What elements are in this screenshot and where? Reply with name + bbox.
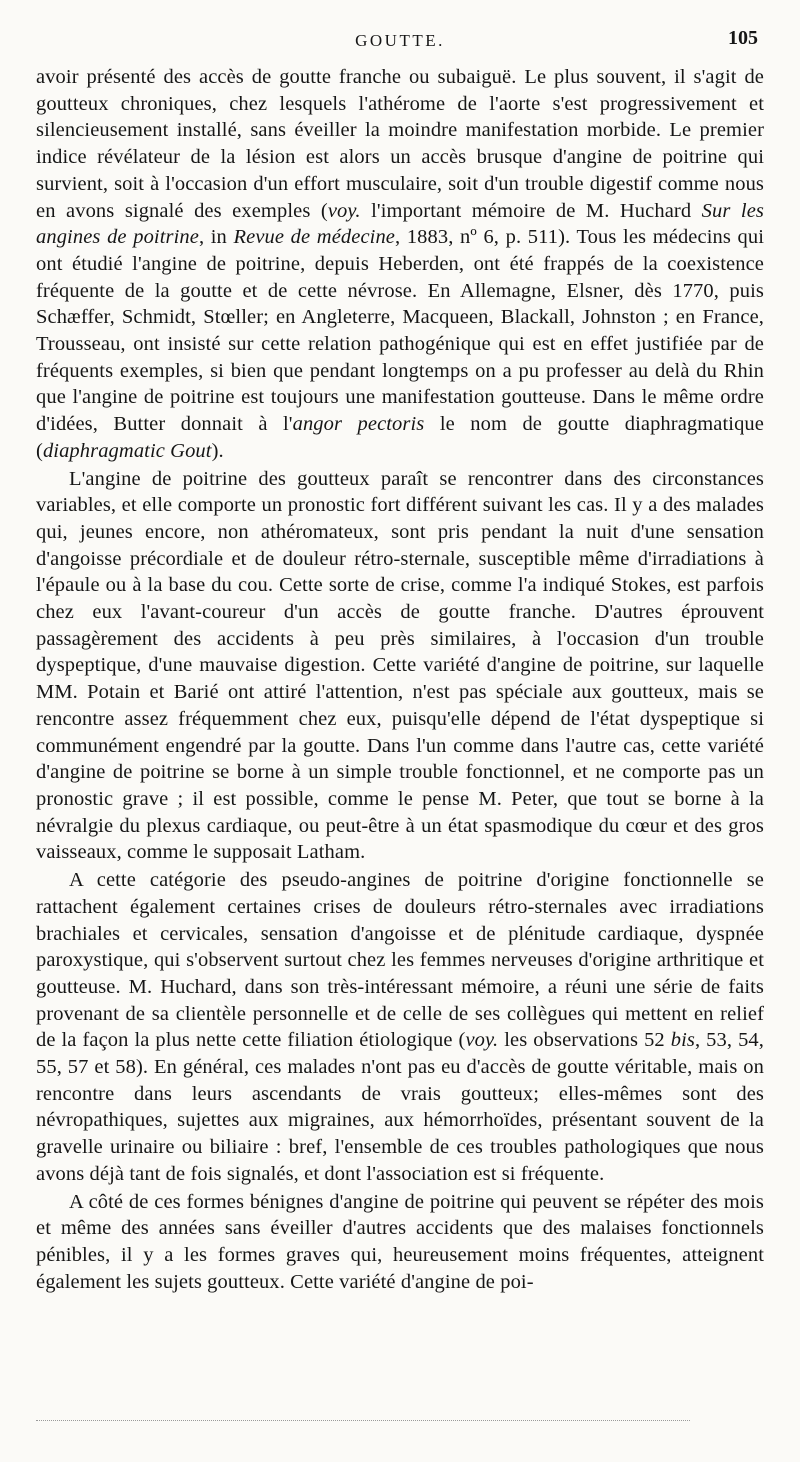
- running-title: GOUTTE.: [355, 31, 445, 50]
- body-text: [36, 64, 764, 1295]
- paragraph: [36, 1189, 764, 1296]
- text-run: le nom de goutte diaphragmatique (: [36, 413, 764, 462]
- paragraph: [36, 867, 764, 1187]
- text-run: A cette catégorie des pseudo-angines de poitrine d'origine fonctionnelle se rattachent également certaines crises de douleurs rétro-sternales avec irradiations brachiales et cervicales, sensation d'angoisse et de plénitude cardiaque, dyspnée paroxystique, qui s'observent surtout chez les femmes nerveuses d'origine arthritique et goutteuse. M. Huchard, dans son très-intéressant mémoire, a réuni une série de faits provenant de sa clientèle personnelle et de celle de ses collègues qui mettent en relief de la façon la plus nette cette filiation étiologique (: [36, 869, 764, 1052]
- text-run: , in: [198, 226, 234, 249]
- text-run: ).: [211, 439, 224, 462]
- text-run: A côté de ces formes bénignes d'angine de poitrine qui peuvent se répéter des mois et même des années sans éveiller d'autres accidents que des malaises fonctionnels pénibles, il y a les formes graves qui, heureusement moins fréquentes, atteignent également les sujets goutteux. Cette variété d'angine de poi-: [36, 1190, 764, 1293]
- italic-text: diaphragmatic Gout: [42, 439, 212, 462]
- text-run: , 53, 54, 55, 57 et 58). En général, ces malades n'ont pas eu d'accès de goutte véritable, mais on rencontre dans leurs ascendants de vrais goutteux; elles-mêmes sont des névropathiques, sujettes aux migraines, aux hémorrhoïdes, présentant souvent de la gravelle urinaire ou biliaire : bref, l'ensemble de ces troubles pathologiques que nous avons déjà tant de fois signalés, et dont l'association est si fréquente.: [36, 1029, 764, 1185]
- paragraph: [36, 466, 764, 867]
- page-number: 105: [728, 27, 758, 49]
- text-run: l'important mémoire de M. Huchard: [360, 199, 702, 222]
- italic-text: Revue de médecine: [233, 226, 396, 249]
- bottom-rule: [36, 1420, 690, 1421]
- page-header: [36, 0, 764, 64]
- italic-text: voy.: [465, 1029, 499, 1052]
- italic-text: bis: [670, 1029, 695, 1052]
- text-run: L'angine de poitrine des goutteux paraît se rencontrer dans des circonstances variables, et elle comporte un pronostic fort différent suivant les cas. Il y a des malades qui, jeunes encore, non athéromateux, sont pris pendant la nuit d'une sensation d'angoisse précordiale et de douleur rétro-sternale, susceptible même d'irradiations à l'épaule ou à la base du cou. Cette sorte de crise, comme l'a indiqué Stokes, est parfois chez eux l'avant-coureur d'un accès de goutte franche. D'autres éprouvent passagèrement des accidents à peu près similaires, à l'occasion d'un trouble dyspeptique, d'une mauvaise digestion. Cette variété d'angine de poitrine, sur laquelle MM. Potain et Barié ont attiré l'attention, n'est pas spéciale aux goutteux, mais se rencontre assez fréquemment chez eux, puisqu'elle dépend de l'état dyspeptique si communément engendré par la goutte. Dans l'un comme dans l'autre cas, cette variété d'angine de poitrine se borne à un simple trouble fonctionnel, et ne comporte pas un pronostic grave ; il est possible, comme le pense M. Peter, que tout se borne à la névralgie du plexus cardiaque, ou peut-être à un état spasmodique du cœur et des gros vaisseaux, comme le supposait Latham.: [36, 467, 764, 864]
- italic-text: angor pectoris: [292, 413, 425, 436]
- italic-text: voy.: [327, 199, 361, 222]
- text-run: avoir présenté des accès de goutte franche ou subaiguë. Le plus souvent, il s'agit de goutteux chroniques, chez lesquels l'athérome de l'aorte s'est progressivement et silencieusement installé, sans éveiller la moindre manifestation morbide. Le premier indice révélateur de la lésion est alors un accès brusque d'angine de poitrine qui survient, soit à l'occasion d'un effort musculaire, soit d'un trouble digestif comme nous en avons signalé des exemples (: [36, 66, 764, 222]
- text-run: les observations 52: [498, 1029, 671, 1052]
- paragraph: [36, 64, 764, 465]
- text-run: , 1883, nº 6, p. 511). Tous les médecins qui ont étudié l'angine de poitrine, depuis Heberden, ont été frappés de la coexistence fréquente de la goutte et de cette névrose. En Allemagne, Elsner, dès 1770, puis Schæffer, Schmidt, Stœller; en Angleterre, Macqueen, Blackall, Johnston ; en France, Trousseau, ont insisté sur cette relation pathogénique qui est en effet justifiée par de fréquents exemples, si bien que pendant longtemps on a pu professer au delà du Rhin que l'angine de poitrine est toujours une manifestation goutteuse. Dans le même ordre d'idées, Butter donnait à l': [36, 226, 765, 436]
- italic-text: Sur les angines de poitrine: [36, 199, 764, 249]
